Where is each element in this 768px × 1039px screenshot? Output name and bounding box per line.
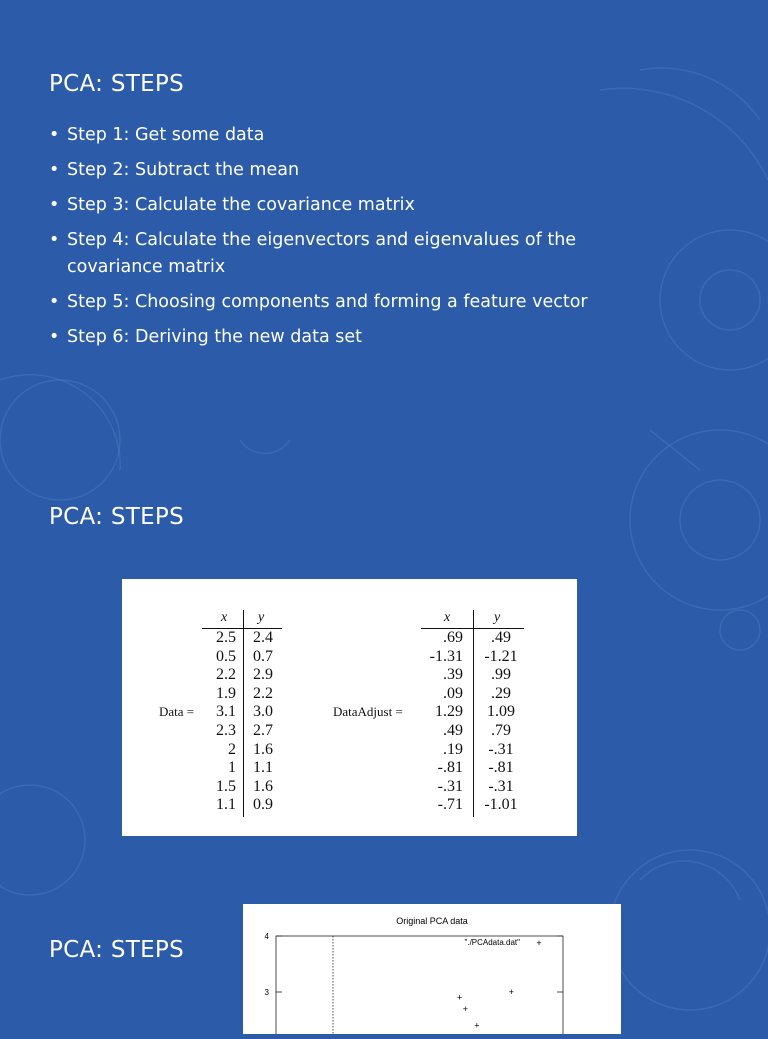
adjust-y-cell: -1.21 <box>484 647 518 665</box>
data-x-cell: 1.9 <box>216 684 236 702</box>
adjust-x-cell: -.71 <box>437 796 463 814</box>
adjust-x-cell: .39 <box>443 666 463 684</box>
data-y-cell: 2.4 <box>253 629 273 646</box>
data-y-cell: 2.7 <box>253 722 273 739</box>
data-x-cell: 1.5 <box>216 777 236 795</box>
adjust-x-cell: .19 <box>443 740 463 758</box>
adjust-x-cell: 1.29 <box>435 703 463 721</box>
data-y-cell: 3.0 <box>253 703 273 721</box>
adjust-y-cell: -.31 <box>488 740 514 758</box>
data-y-cell: 0.7 <box>253 647 273 665</box>
y-tick-label: 4 <box>264 932 269 941</box>
data-y-cell: 0.9 <box>253 796 273 814</box>
adjust-x-cell: .69 <box>443 629 463 646</box>
legend-marker: + <box>536 938 542 948</box>
adjust-x-cell: -.81 <box>437 759 463 777</box>
scatter-plot-image <box>243 904 621 1034</box>
data-label: Data = <box>159 704 195 719</box>
adjust-y-cell: -1.01 <box>484 796 518 814</box>
data-x-cell: 2.5 <box>216 629 236 646</box>
data-x-cell: 0.5 <box>216 647 236 665</box>
adjust-x-cell: .09 <box>443 684 463 702</box>
step-6-item: • Step 6: Deriving the new data set <box>49 324 649 351</box>
data-x-header: x <box>221 610 228 625</box>
data-y-cell: 1.6 <box>253 740 273 758</box>
step-1-item: • Step 1: Get some data <box>49 122 649 149</box>
data-y-cell: 1.1 <box>253 759 273 777</box>
data-x-cell: 3.1 <box>216 703 236 721</box>
step-4-item: • Step 4: Calculate the eigenvectors and eigenvalues of the covariance matrix <box>49 227 607 281</box>
data-y-header: y <box>258 610 265 625</box>
slide2-title: PCA: STEPS <box>49 504 184 530</box>
adjust-y-header: y <box>494 610 501 625</box>
adjust-x-cell: -.31 <box>437 777 463 795</box>
data-x-cell: 2 <box>228 740 236 758</box>
adjust-y-cell: 1.09 <box>487 703 515 721</box>
data-y-cell: 1.6 <box>253 777 273 795</box>
plot-frame <box>276 936 563 1034</box>
step-2-item: • Step 2: Subtract the mean <box>49 157 649 184</box>
legend-label: "./PCAdata.dat" <box>464 938 520 947</box>
data-point: + <box>457 992 463 1003</box>
data-point: + <box>508 987 514 997</box>
adjust-x-cell: -1.31 <box>429 647 463 665</box>
data-column-rule <box>243 610 244 817</box>
adjust-y-cell: .99 <box>491 666 511 684</box>
data-point: + <box>462 1003 469 1014</box>
slide1-title: PCA: STEPS <box>49 71 184 97</box>
adjust-x-cell: .49 <box>443 722 463 739</box>
adjust-x-header: x <box>444 610 451 625</box>
data-x-cell: 2.2 <box>216 666 236 684</box>
data-point: + <box>474 1020 480 1031</box>
adjust-y-cell: -.31 <box>488 777 514 795</box>
slide3-title: PCA: STEPS <box>49 937 184 963</box>
step-3-item: • Step 3: Calculate the covariance matrix <box>49 192 649 219</box>
adjust-y-cell: .29 <box>491 684 511 702</box>
data-x-cell: 1 <box>228 759 236 777</box>
y-tick-label: 3 <box>264 988 269 997</box>
adjust-column-rule <box>473 610 474 817</box>
data-x-cell: 2.3 <box>216 722 236 739</box>
scatter-plot <box>243 904 621 1034</box>
adjust-y-cell: -.81 <box>488 759 514 777</box>
data-tables-image <box>122 579 577 836</box>
adjust-y-cell: .79 <box>491 722 511 739</box>
step-5-item: • Step 5: Choosing components and forming a feature vector <box>49 289 649 316</box>
data-x-cell: 1.1 <box>216 796 236 814</box>
data-y-cell: 2.9 <box>253 666 273 684</box>
adjust-y-cell: .49 <box>491 629 511 646</box>
step-list <box>49 122 649 359</box>
plot-title: Original PCA data <box>396 916 468 926</box>
data-adjust-label: DataAdjust = <box>333 704 403 719</box>
data-y-cell: 2.2 <box>253 684 273 702</box>
